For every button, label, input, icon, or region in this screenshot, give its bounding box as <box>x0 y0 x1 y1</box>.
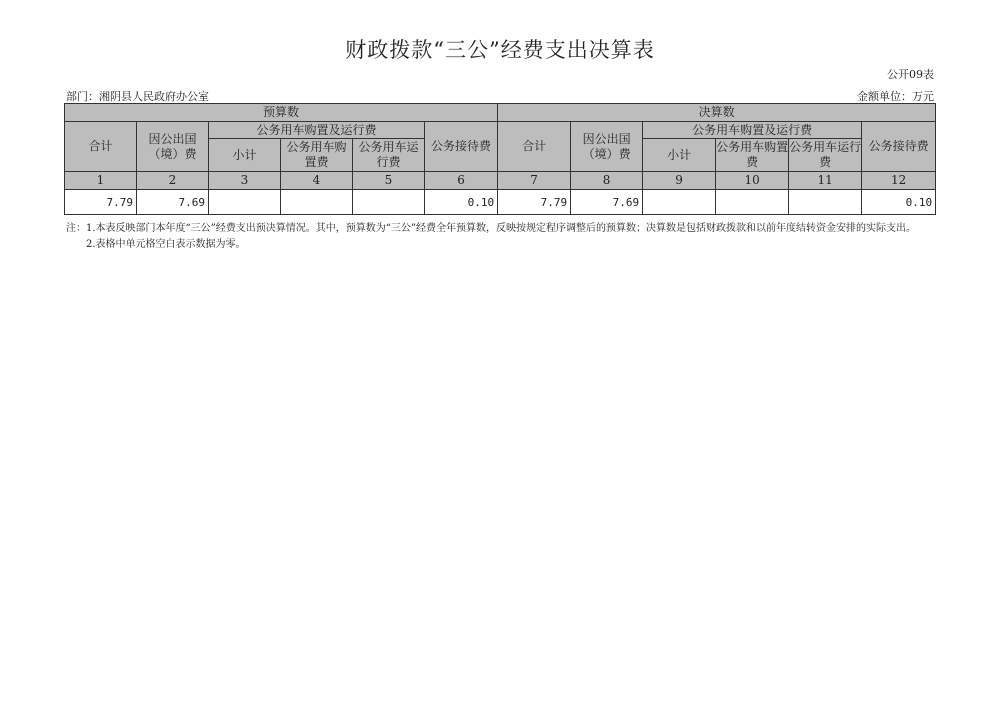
column-number: 1 <box>65 172 137 190</box>
department-label: 部门：湘阴县人民政府办公室 <box>66 90 209 103</box>
column-number: 7 <box>498 172 571 190</box>
column-number: 4 <box>281 172 353 190</box>
final-subtotal-header: 小计 <box>643 139 716 172</box>
final-subtotal-cell <box>643 190 716 215</box>
final-group-header: 决算数 <box>498 104 936 122</box>
final-vehicle-purchase-header: 公务用车购置费 <box>716 139 789 172</box>
budget-vehicle-purchase-header: 公务用车购置费 <box>281 139 353 172</box>
budget-vehicle-operation-cell <box>353 190 425 215</box>
budget-total-header: 合计 <box>65 122 137 172</box>
column-number-row <box>65 172 936 190</box>
final-total-cell: 7.79 <box>498 190 571 215</box>
budget-reception-cell: 0.10 <box>425 190 498 215</box>
three-public-expense-table <box>64 103 936 215</box>
final-reception-cell: 0.10 <box>862 190 936 215</box>
final-vehicle-group-header: 公务用车购置及运行费 <box>643 122 862 139</box>
budget-abroad-cell: 7.69 <box>137 190 209 215</box>
note-2: 2.表格中单元格空白表示数据为零。 <box>86 239 246 250</box>
final-abroad-header: 因公出国（境）费 <box>571 122 643 172</box>
budget-subtotal-cell <box>209 190 281 215</box>
column-number: 12 <box>862 172 936 190</box>
column-number: 2 <box>137 172 209 190</box>
final-abroad-cell: 7.69 <box>571 190 643 215</box>
budget-abroad-header: 因公出国（境）费 <box>137 122 209 172</box>
budget-group-header: 预算数 <box>65 104 498 122</box>
column-number: 9 <box>643 172 716 190</box>
budget-vehicle-group-header: 公务用车购置及运行费 <box>209 122 425 139</box>
budget-vehicle-operation-header: 公务用车运行费 <box>353 139 425 172</box>
budget-reception-header: 公务接待费 <box>425 122 498 172</box>
column-number: 6 <box>425 172 498 190</box>
table-notes <box>66 222 936 251</box>
budget-vehicle-purchase-cell <box>281 190 353 215</box>
column-number: 11 <box>789 172 862 190</box>
column-number: 8 <box>571 172 643 190</box>
column-number: 3 <box>209 172 281 190</box>
amount-unit-label: 金额单位：万元 <box>857 90 934 103</box>
final-vehicle-purchase-cell <box>716 190 789 215</box>
table-row <box>65 190 936 215</box>
budget-total-cell: 7.79 <box>65 190 137 215</box>
column-number: 10 <box>716 172 789 190</box>
page-title: 财政拨款“三公”经费支出决算表 <box>345 38 655 62</box>
header-row-groups <box>65 104 936 122</box>
final-vehicle-operation-cell <box>789 190 862 215</box>
final-total-header: 合计 <box>498 122 571 172</box>
form-number: 公开09表 <box>887 68 934 81</box>
final-reception-header: 公务接待费 <box>862 122 936 172</box>
budget-subtotal-header: 小计 <box>209 139 281 172</box>
note-1: 注：1.本表反映部门本年度“三公”经费支出预决算情况。其中，预算数为“三公”经费全年预算数，反映按规定程序调整后的预算数；决算数是包括财政拨款和以前年度结转资金安排的实际支出。 <box>66 223 916 234</box>
final-vehicle-operation-header: 公务用车运行费 <box>789 139 862 172</box>
header-row-columns <box>65 122 936 139</box>
column-number: 5 <box>353 172 425 190</box>
